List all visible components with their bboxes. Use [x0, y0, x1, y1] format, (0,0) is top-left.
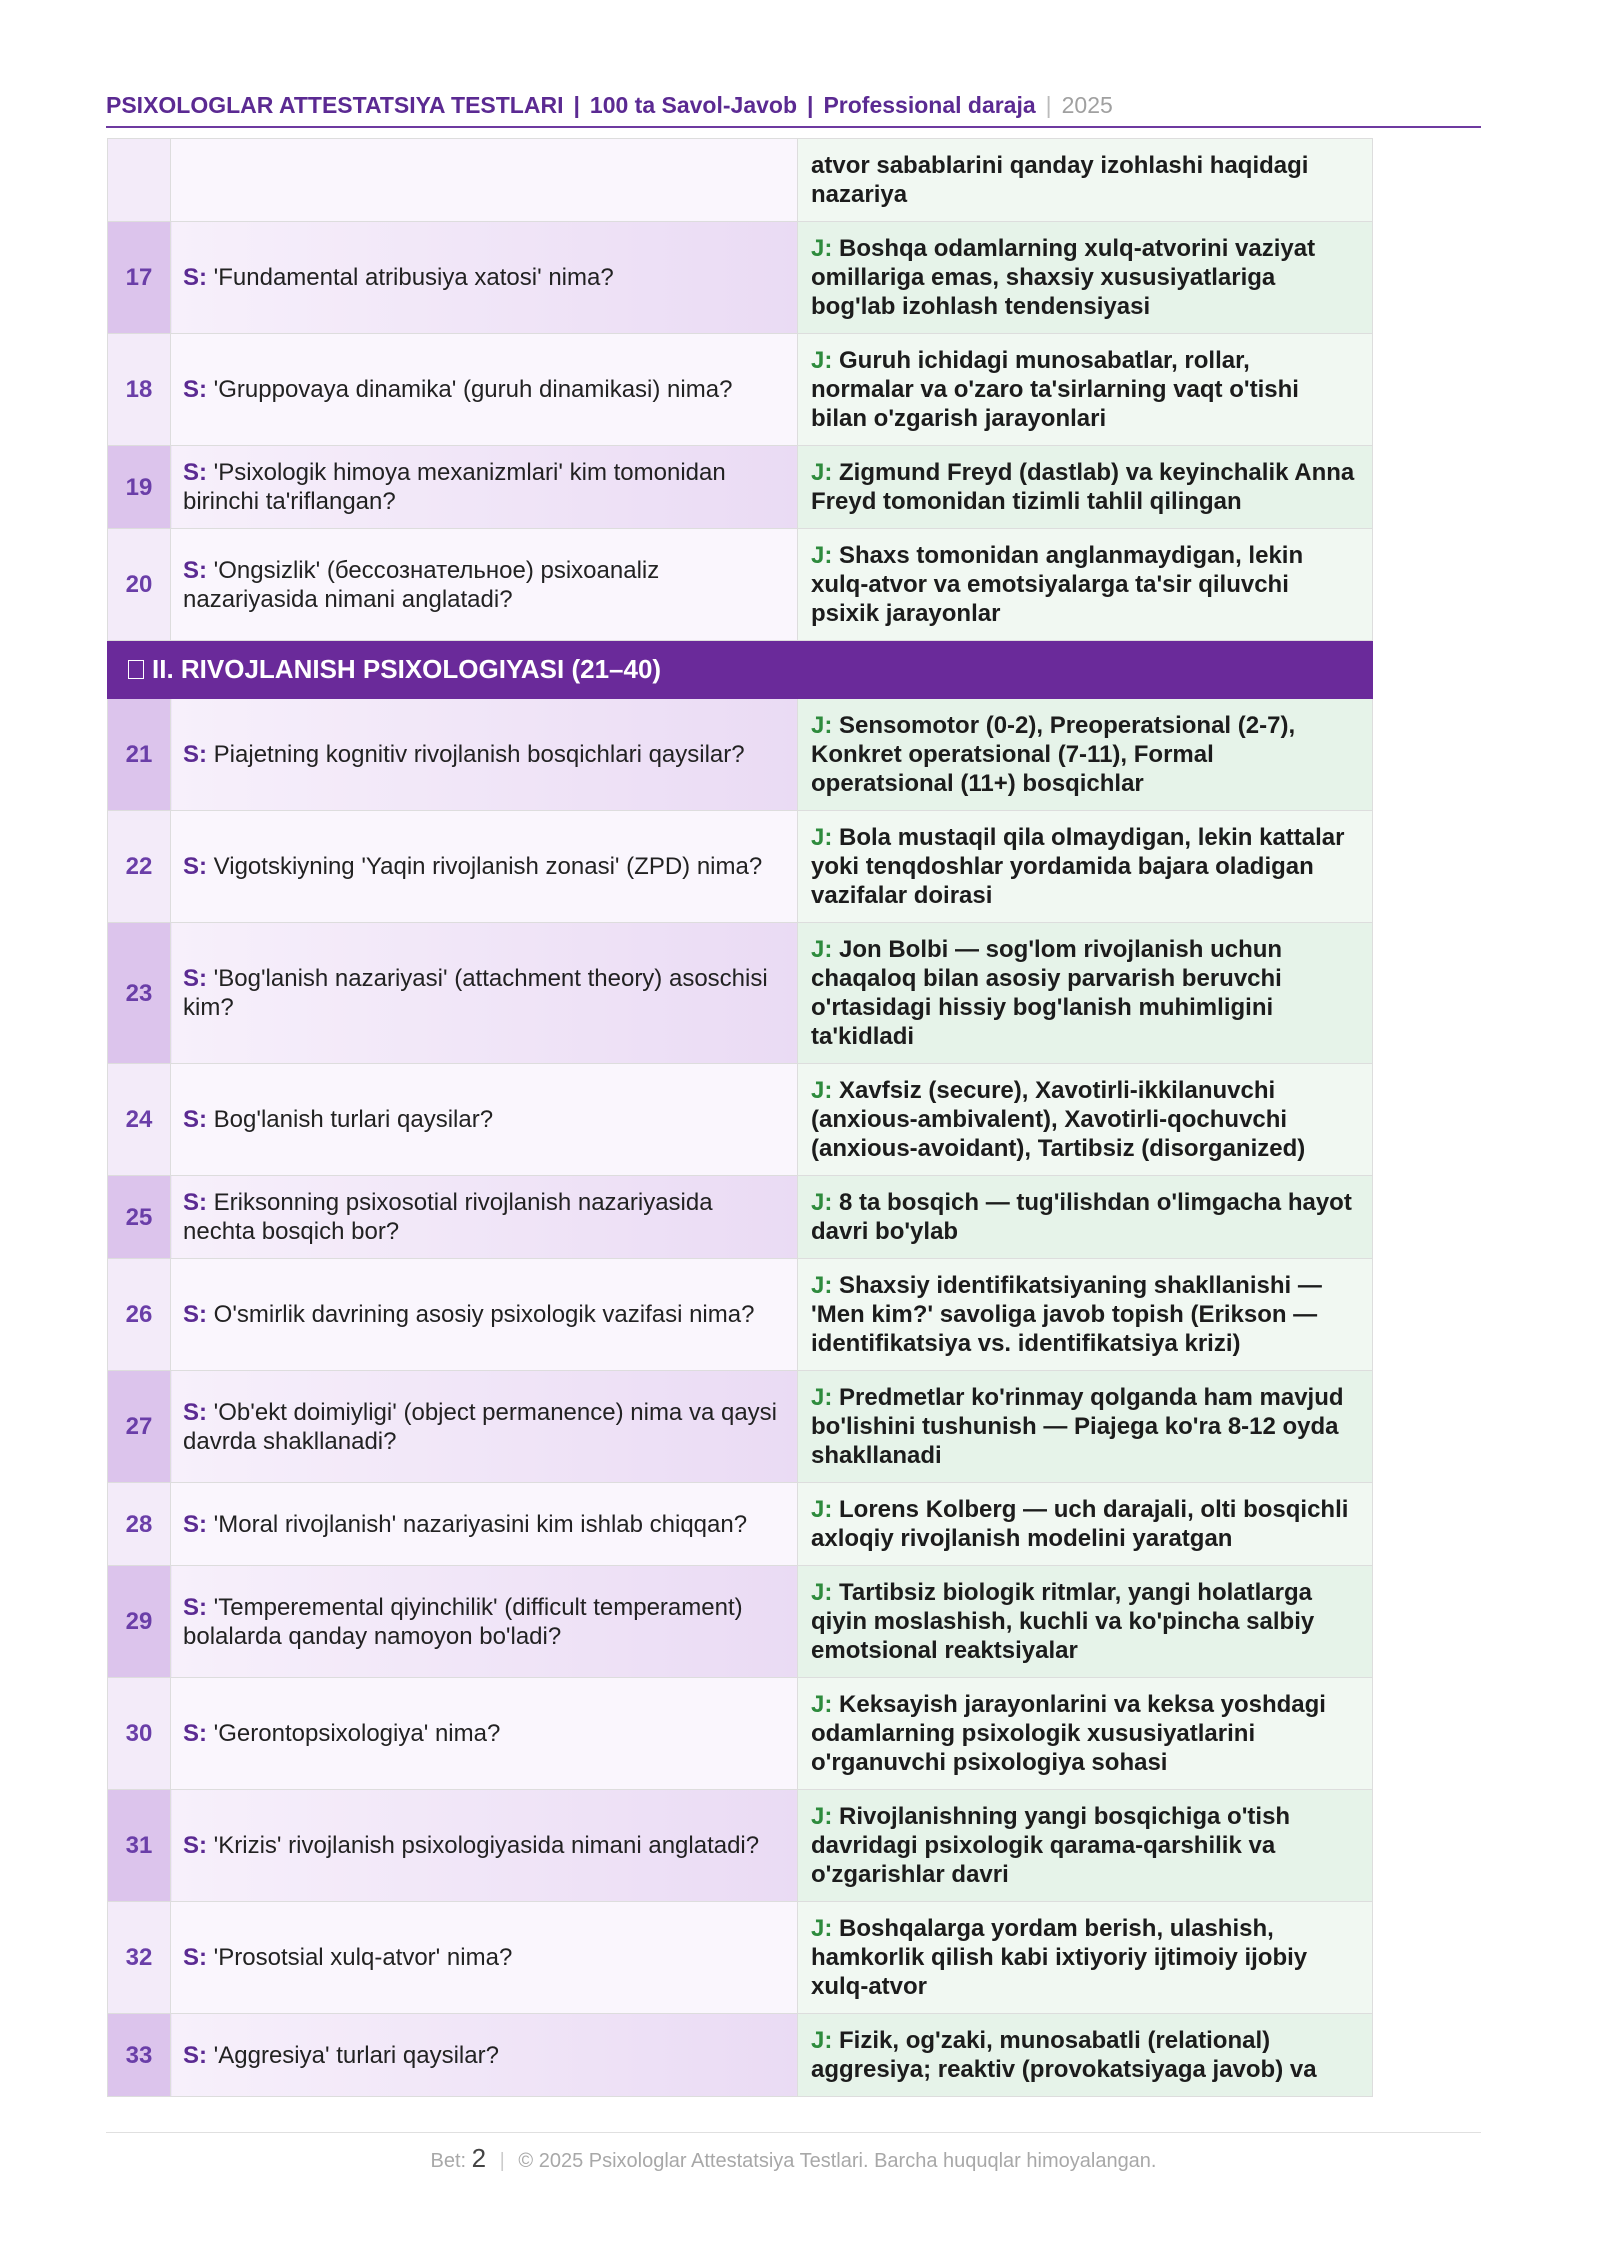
question-prefix: S:: [183, 1510, 207, 1538]
header-separator: |: [1045, 92, 1052, 118]
answer-prefix: J:: [811, 1272, 833, 1299]
table-row: [108, 1371, 1373, 1483]
table-row: [108, 923, 1373, 1064]
answer-text: Xavfsiz (secure), Xavotirli-ikkilanuvchi (anxious-ambivalent), Xavotirli-qochuvchi (anxious-avoidant), Tartibsiz (disorganized): [811, 1077, 1306, 1162]
answer-text: Bola mustaqil qila olmaydigan, lekin kattalar yoki tenqdoshlar yordamida bajara oladigan vazifalar doirasi: [811, 824, 1345, 909]
question-prefix: S:: [183, 1593, 207, 1621]
answer-text: Rivojlanishning yangi bosqichiga o'tish davridagi psixologik qarama-qarshilik va o'zgarishlar davri: [811, 1803, 1291, 1888]
question-text: 'Fundamental atribusiya xatosi' nima?: [213, 264, 614, 291]
answer-text: Zigmund Freyd (dastlab) va keyinchalik Anna Freyd tomonidan tizimli tahlil qilingan: [811, 459, 1355, 515]
answer-cell: [798, 334, 1373, 446]
answer-text: Predmetlar ko'rinmay qolganda ham mavjud bo'lishini tushunish — Piajega ko'ra 8-12 oyda shakllanadi: [811, 1384, 1344, 1469]
answer-text: Keksayish jarayonlarini va keksa yoshdagi odamlarning psixologik xususiyatlarini o'rganuvchi psixologiya sohasi: [811, 1691, 1326, 1776]
section-header-row: [108, 641, 1373, 699]
answer-cell: [798, 1566, 1373, 1678]
question-prefix: S:: [183, 264, 207, 291]
question-cell: [171, 1259, 798, 1371]
question-number: 19: [108, 446, 171, 529]
question-text: Piajetning kognitiv rivojlanish bosqichlari qaysilar?: [213, 741, 745, 768]
answer-cell: [798, 1371, 1373, 1483]
answer-cell: [798, 1176, 1373, 1259]
question-cell: [171, 222, 798, 334]
answer-prefix: J:: [811, 1691, 833, 1718]
question-number: 26: [108, 1259, 171, 1371]
question-cell: [171, 1064, 798, 1176]
question-prefix: S:: [183, 1832, 207, 1859]
answer-prefix: J:: [811, 1496, 833, 1523]
answer-prefix: J:: [811, 235, 833, 262]
question-number: 17: [108, 222, 171, 334]
answer-prefix: J:: [811, 1384, 833, 1411]
answer-cell: [798, 1064, 1373, 1176]
question-number: 33: [108, 2014, 171, 2097]
answer-prefix: J:: [811, 2027, 833, 2054]
table-row: [108, 1790, 1373, 1902]
page-header: [106, 92, 1481, 128]
qa-table: [107, 138, 1373, 2097]
answer-prefix: J:: [811, 542, 833, 569]
question-text: 'Ob'ekt doimiyligi' (object permanence) nima va qaysi davrda shakllanadi?: [183, 1398, 777, 1455]
header-count: 100 ta Savol-Javob: [589, 92, 798, 118]
answer-text: Guruh ichidagi munosabatlar, rollar, normalar va o'zaro ta'sirlarning vaqt o'tishi bilan o'zgarish jarayonlari: [811, 347, 1299, 432]
footer-copyright: © 2025 Psixologlar Attestatsiya Testlari. Barcha huquqlar himoyalangan.: [518, 2150, 1157, 2172]
table-row: [108, 1483, 1373, 1566]
question-cell: [171, 923, 798, 1064]
answer-text: Tartibsiz biologik ritmlar, yangi holatlarga qiyin moslashish, kuchli va ko'pincha salbiy emotsional reaktsiyalar: [811, 1579, 1315, 1664]
question-cell: [171, 1678, 798, 1790]
question-text: 'Ongsizlik' (бессознательное) psixoanaliz nazariyasida nimani anglatadi?: [183, 556, 660, 613]
header-year: 2025: [1061, 92, 1113, 118]
section-header: [108, 641, 1373, 699]
row-number-cell: [108, 139, 171, 222]
table-row: [108, 1176, 1373, 1259]
answer-prefix: J:: [811, 1579, 833, 1606]
question-text: O'smirlik davrining asosiy psixologik vazifasi nima?: [213, 1301, 755, 1328]
header-separator: |: [573, 92, 580, 118]
answer-text: Shaxsiy identifikatsiyaning shakllanishi — 'Men kim?' savoliga javob topish (Erikson — identifikatsiya vs. identifikatsiya krizi): [811, 1272, 1322, 1357]
answer-cell: [798, 1483, 1373, 1566]
table-row: [108, 699, 1373, 811]
answer-prefix: J:: [811, 824, 833, 851]
answer-prefix: J:: [811, 712, 833, 739]
table-row: [108, 1064, 1373, 1176]
table-row-continuation: [108, 139, 1373, 222]
answer-text: 8 ta bosqich — tug'ilishdan o'limgacha hayot davri bo'ylab: [811, 1189, 1352, 1245]
header-level: Professional daraja: [823, 92, 1036, 118]
question-prefix: S:: [183, 1720, 207, 1747]
answer-text: Jon Bolbi — sog'lom rivojlanish uchun chaqaloq bilan asosiy parvarish beruvchi o'rtasidagi hissiy bog'lanish muhimligini ta'kidladi: [811, 936, 1283, 1050]
question-prefix: S:: [183, 1398, 207, 1426]
question-cell: [171, 1902, 798, 2014]
header-separator: |: [807, 92, 814, 118]
question-prefix: S:: [183, 556, 207, 584]
question-cell: [171, 699, 798, 811]
answer-cell: [798, 446, 1373, 529]
table-row: [108, 1678, 1373, 1790]
question-prefix: S:: [183, 2041, 207, 2069]
footer-page-number: 2: [471, 2143, 487, 2173]
answer-text: Lorens Kolberg — uch darajali, olti bosqichli axloqiy rivojlanish modelini yaratgan: [811, 1496, 1349, 1552]
table-row: [108, 446, 1373, 529]
page-footer: [106, 2132, 1481, 2174]
question-text: 'Krizis' rivojlanish psixologiyasida nimani anglatadi?: [213, 1832, 760, 1859]
table-row: [108, 1259, 1373, 1371]
box-icon: [128, 660, 144, 679]
answer-cell: [798, 1259, 1373, 1371]
question-text: 'Aggresiya' turlari qaysilar?: [213, 2041, 499, 2069]
question-number: 29: [108, 1566, 171, 1678]
answer-prefix: J:: [811, 459, 833, 486]
table-row: [108, 2014, 1373, 2097]
answer-cell: [798, 529, 1373, 641]
question-number: 22: [108, 811, 171, 923]
question-number: 27: [108, 1371, 171, 1483]
answer-cell: [798, 1790, 1373, 1902]
question-number: 23: [108, 923, 171, 1064]
question-cell: [171, 1566, 798, 1678]
question-number: 30: [108, 1678, 171, 1790]
question-number: 28: [108, 1483, 171, 1566]
table-row: [108, 1902, 1373, 2014]
section-title: II. RIVOJLANISH PSIXOLOGIYASI (21–40): [152, 654, 662, 684]
answer-cell: [798, 1678, 1373, 1790]
answer-prefix: J:: [811, 1803, 833, 1830]
answer-cell: [798, 1902, 1373, 2014]
answer-prefix: J:: [811, 347, 833, 374]
answer-cell: [798, 222, 1373, 334]
question-number: 24: [108, 1064, 171, 1176]
answer-text: Boshqalarga yordam berish, ulashish, hamkorlik qilish kabi ixtiyoriy ijtimoiy ijobiy xulq-atvor: [811, 1915, 1308, 2000]
question-cell: [171, 811, 798, 923]
question-text: 'Prosotsial xulq-atvor' nima?: [213, 1944, 513, 1971]
answer-text: Fizik, og'zaki, munosabatli (relational) aggresiya; reaktiv (provokatsiyaga javob) va: [811, 2027, 1317, 2083]
header-title: PSIXOLOGLAR ATTESTATSIYA TESTLARI: [106, 92, 564, 118]
question-prefix: S:: [183, 741, 207, 768]
answer-cell: [798, 923, 1373, 1064]
footer-page-label: Bet:: [430, 2150, 467, 2172]
question-prefix: S:: [183, 853, 207, 880]
answer-prefix: J:: [811, 1189, 833, 1216]
question-text: 'Gruppovaya dinamika' (guruh dinamikasi) nima?: [213, 376, 733, 403]
question-cell: [171, 2014, 798, 2097]
question-prefix: S:: [183, 459, 207, 486]
question-prefix: S:: [183, 376, 207, 403]
question-prefix: S:: [183, 1189, 207, 1216]
question-prefix: S:: [183, 1106, 207, 1133]
answer-text: atvor sabablarini qanday izohlashi haqidagi nazariya: [811, 152, 1309, 208]
answer-cell: [798, 139, 1373, 222]
answer-text: Sensomotor (0-2), Preoperatsional (2-7), Konkret operatsional (7-11), Formal operatsional (11+) bosqichlar: [811, 712, 1296, 797]
answer-cell: [798, 699, 1373, 811]
question-number: 25: [108, 1176, 171, 1259]
question-cell: [171, 1790, 798, 1902]
question-text: Eriksonning psixosotial rivojlanish nazariyasida nechta bosqich bor?: [183, 1189, 713, 1245]
answer-prefix: J:: [811, 1077, 833, 1104]
question-cell: [171, 334, 798, 446]
table-row: [108, 811, 1373, 923]
question-cell: [171, 446, 798, 529]
question-prefix: S:: [183, 965, 207, 992]
question-cell: [171, 1483, 798, 1566]
question-cell: [171, 1176, 798, 1259]
question-text: 'Bog'lanish nazariyasi' (attachment theory) asoschisi kim?: [183, 965, 768, 1021]
table-row: [108, 222, 1373, 334]
question-cell: [171, 139, 798, 222]
question-number: 18: [108, 334, 171, 446]
question-text: 'Gerontopsixologiya' nima?: [213, 1720, 501, 1747]
question-number: 32: [108, 1902, 171, 2014]
question-text: 'Temperemental qiyinchilik' (difficult temperament) bolalarda qanday namoyon bo'ladi?: [183, 1593, 743, 1650]
table-row: [108, 1566, 1373, 1678]
footer-separator: |: [499, 2150, 505, 2172]
answer-text: Boshqa odamlarning xulq-atvorini vaziyat omillariga emas, shaxsiy xususiyatlariga bog'lab izohlash tendensiyasi: [811, 235, 1316, 320]
question-text: Vigotskiyning 'Yaqin rivojlanish zonasi' (ZPD) nima?: [213, 853, 763, 880]
question-number: 21: [108, 699, 171, 811]
answer-prefix: J:: [811, 936, 833, 963]
question-number: 20: [108, 529, 171, 641]
question-prefix: S:: [183, 1944, 207, 1971]
answer-cell: [798, 2014, 1373, 2097]
question-cell: [171, 1371, 798, 1483]
answer-text: Shaxs tomonidan anglanmaydigan, lekin xulq-atvor va emotsiyalarga ta'sir qiluvchi psixik jarayonlar: [811, 542, 1304, 627]
table-row: [108, 529, 1373, 641]
question-prefix: S:: [183, 1301, 207, 1328]
question-text: 'Psixologik himoya mexanizmlari' kim tomonidan birinchi ta'riflangan?: [183, 459, 726, 515]
question-text: Bog'lanish turlari qaysilar?: [213, 1106, 494, 1133]
answer-prefix: J:: [811, 1915, 833, 1942]
question-text: 'Moral rivojlanish' nazariyasini kim ishlab chiqqan?: [213, 1510, 748, 1538]
answer-cell: [798, 811, 1373, 923]
question-cell: [171, 529, 798, 641]
question-number: 31: [108, 1790, 171, 1902]
table-row: [108, 334, 1373, 446]
